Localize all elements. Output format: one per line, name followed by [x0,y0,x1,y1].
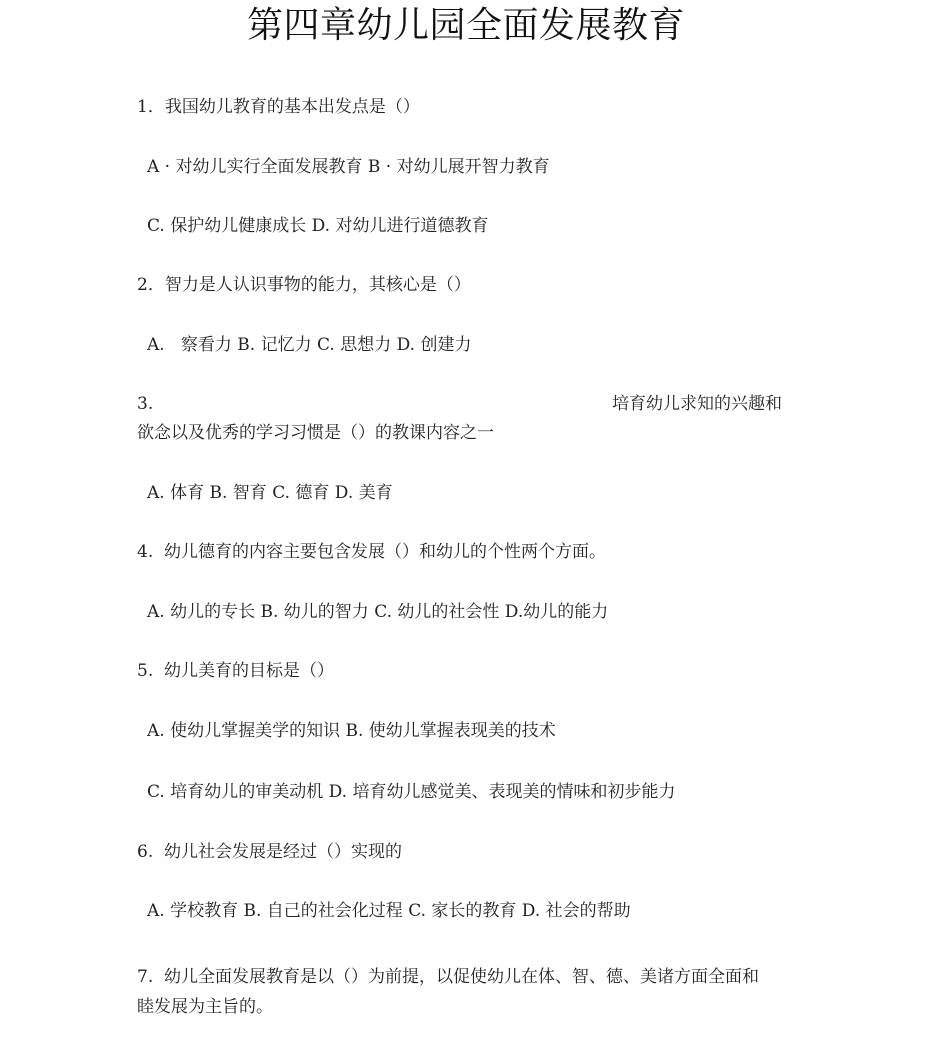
question-2-options: A. 察看力 B. 记忆力 C. 思想力 D. 创建力 [147,335,472,355]
question-3-options: A. 体育 B. 智育 C. 德育 D. 美育 [147,483,393,503]
question-3-number: 3. [137,394,154,414]
question-7-stem-line-2: 睦发展为主旨的。 [137,997,273,1017]
question-6-stem: 6. 幼儿社会发展是经过（）实现的 [137,842,403,862]
question-1-stem: 1．我国幼儿教育的基本出发点是（） [137,97,420,117]
question-5-options-line-2: C. 培育幼儿的审美动机 D. 培育幼儿感觉美、表现美的情味和初步能力 [147,782,676,802]
question-3-stem-part-2: 欲念以及优秀的学习习惯是（）的教课内容之一 [137,423,494,443]
document-title: 第四章幼儿园全面发展教育 [246,5,685,46]
question-5-stem: 5. 幼儿美育的目标是（） [137,661,335,681]
question-7-stem-line-1: 7. 幼儿全面发展教育是以（）为前提，以促使幼儿在体、智、德、美诸方面全面和 [137,967,760,987]
question-1-options-line-2: C. 保护幼儿健康成长 D. 对幼儿进行道德教育 [147,216,489,236]
question-5-options-line-1: A. 使幼儿掌握美学的知识 B. 使幼儿掌握表现美的技术 [147,721,556,741]
question-4-options: A. 幼儿的专长 B. 幼儿的智力 C. 幼儿的社会性 D.幼儿的能力 [147,602,609,622]
question-2-stem: 2．智力是人认识事物的能力，其核心是（） [137,275,471,295]
question-4-stem: 4. 幼儿德育的内容主要包含发展（）和幼儿的个性两个方面。 [137,542,607,562]
question-6-options: A. 学校教育 B. 自己的社会化过程 C. 家长的教育 D. 社会的帮助 [147,901,631,921]
question-1-options-line-1: A · 对幼儿实行全面发展教育 B · 对幼儿展开智力教育 [147,157,550,177]
question-3-stem-part-1: 培育幼儿求知的兴趣和 [612,394,782,414]
